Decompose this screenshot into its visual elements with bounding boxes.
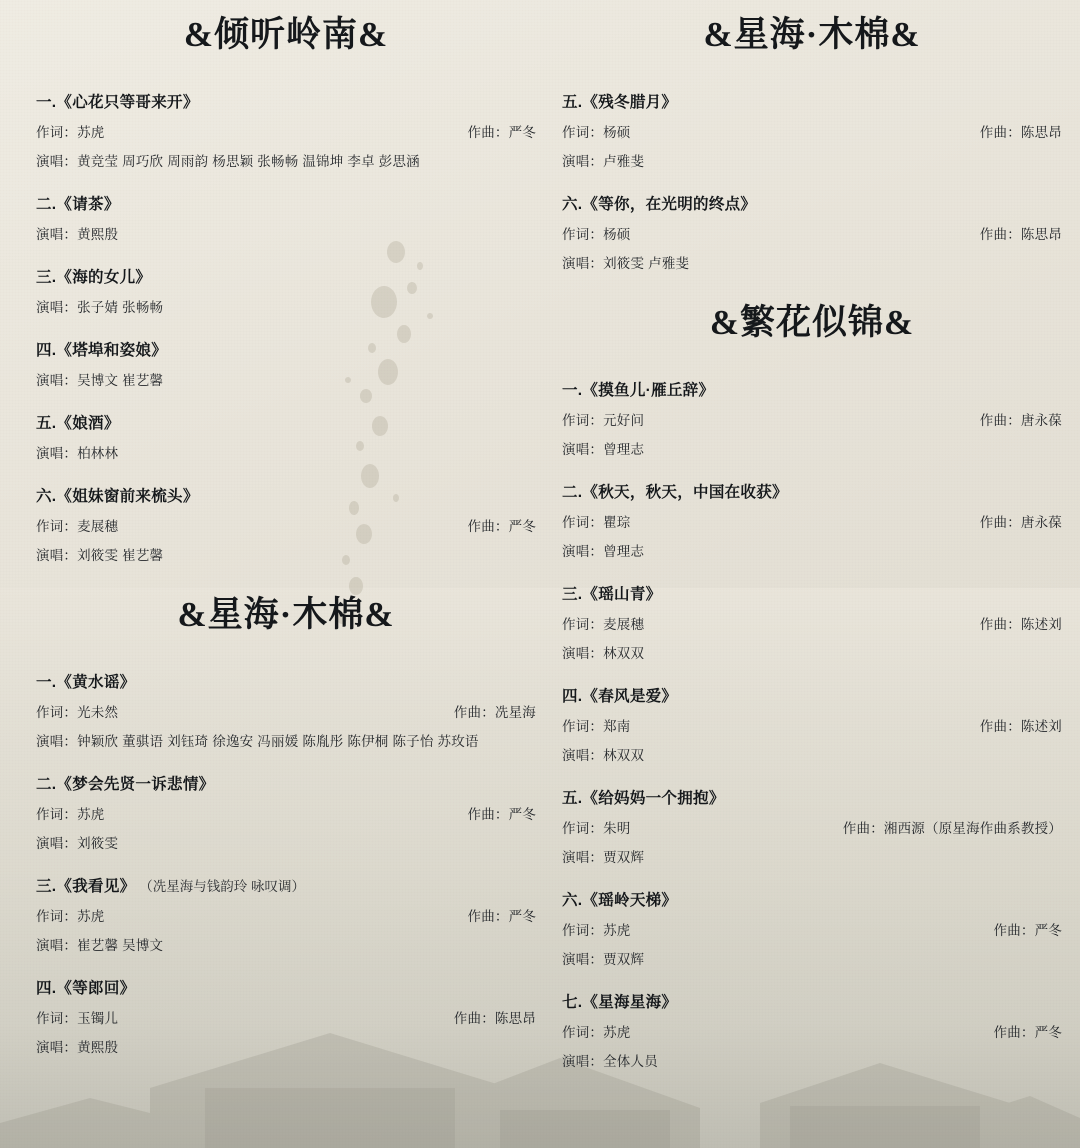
lyricist-credit: 作词：苏虎 <box>562 923 631 938</box>
composer-credit: 作曲：严冬 <box>467 125 536 140</box>
song-entry <box>36 484 536 564</box>
song-credits-row <box>36 1007 536 1027</box>
song-index: 四. <box>36 980 57 997</box>
lyricist-credit: 作词：苏虎 <box>36 909 105 924</box>
performer-credit: 演唱：曾理志 <box>562 442 645 457</box>
performer-credit: 演唱：柏林林 <box>36 446 119 461</box>
lyricist-credit: 作词：杨硕 <box>562 125 631 140</box>
song-entry <box>562 480 1062 560</box>
song-title <box>36 90 536 112</box>
song-credits-row <box>562 715 1062 735</box>
song-credits-row <box>562 919 1062 939</box>
song-credits-row <box>562 817 1062 837</box>
composer-credit: 作曲：湘西源（原星海作曲系教授） <box>842 821 1062 836</box>
song-title <box>562 582 1062 604</box>
song-title <box>562 480 1062 502</box>
lyricist-credit: 作词：瞿琮 <box>562 515 631 530</box>
lyricist-credit: 作词：光未然 <box>36 705 119 720</box>
performer-credit: 演唱：曾理志 <box>562 544 645 559</box>
performer-credit: 演唱：钟颖欣 董骐语 刘钰琦 徐逸安 冯丽媛 陈胤彤 陈伊桐 陈子怡 苏玫语 <box>36 734 479 749</box>
song-index: 六. <box>36 488 57 505</box>
song-entry <box>36 411 536 462</box>
song-credits-row <box>36 803 536 823</box>
composer-credit: 作曲：陈思昂 <box>979 227 1062 242</box>
composer-credit: 作曲：严冬 <box>467 807 536 822</box>
lyricist-credit: 作词：苏虎 <box>36 125 105 140</box>
song-name: 《梦会先贤一诉悲情》 <box>56 776 215 793</box>
performer-credit: 演唱：贾双辉 <box>562 850 645 865</box>
song-credits-row <box>562 613 1062 633</box>
song-title <box>36 411 536 433</box>
performer-credit: 演唱：刘筱雯 <box>36 836 119 851</box>
performer-credit: 演唱：全体人员 <box>562 1054 658 1069</box>
song-subtitle: （冼星海与钱韵玲 咏叹调） <box>135 879 305 894</box>
song-credits-row <box>36 701 536 721</box>
song-entry <box>562 888 1062 968</box>
song-name: 《海的女儿》 <box>56 269 152 286</box>
composer-credit: 作曲：严冬 <box>467 909 536 924</box>
performer-credit: 演唱：卢雅斐 <box>562 154 645 169</box>
composer-credit: 作曲：严冬 <box>467 519 536 534</box>
song-entry <box>562 684 1062 764</box>
performer-credit: 演唱：刘筱雯 卢雅斐 <box>562 256 690 271</box>
song-name: 《等郎回》 <box>56 980 136 997</box>
song-title <box>562 888 1062 910</box>
composer-credit: 作曲：唐永葆 <box>979 515 1062 530</box>
song-name: 《我看见》 <box>56 878 136 895</box>
song-index: 五. <box>36 415 57 432</box>
section-title: &星海·木棉& <box>703 15 921 54</box>
composer-credit: 作曲：唐永葆 <box>979 413 1062 428</box>
composer-credit: 作曲：陈思昂 <box>453 1011 536 1026</box>
performer-credit: 演唱：贾双辉 <box>562 952 645 967</box>
lyricist-credit: 作词：玉镯儿 <box>36 1011 119 1026</box>
song-name: 《娘酒》 <box>56 415 120 432</box>
song-index: 一. <box>36 94 57 111</box>
performer-credit: 演唱：林双双 <box>562 646 645 661</box>
song-name: 《塔埠和姿娘》 <box>56 342 168 359</box>
song-index: 七. <box>562 994 583 1011</box>
song-index: 六. <box>562 196 583 213</box>
song-entry <box>562 378 1062 458</box>
performer-credit: 演唱：黄熙殷 <box>36 227 119 242</box>
song-name: 《黄水谣》 <box>56 674 136 691</box>
song-title <box>36 192 536 214</box>
song-credits-row <box>562 409 1062 429</box>
song-index: 三. <box>562 586 583 603</box>
song-name: 《秋天，秋天，中国在收获》 <box>582 484 788 501</box>
song-index: 一. <box>36 674 57 691</box>
section-title: &繁花似锦& <box>709 303 915 342</box>
song-credits-row <box>36 121 536 141</box>
composer-credit: 作曲：陈思昂 <box>979 125 1062 140</box>
song-title <box>36 670 536 692</box>
song-credits-row <box>562 121 1062 141</box>
song-index: 四. <box>562 688 583 705</box>
song-name: 《请茶》 <box>56 196 120 213</box>
song-title <box>562 786 1062 808</box>
song-entry <box>36 338 536 389</box>
song-entry <box>36 772 536 852</box>
section-title: &星海·木棉& <box>177 595 395 634</box>
song-name: 《摸鱼儿·雁丘辞》 <box>582 382 715 399</box>
lyricist-credit: 作词：朱明 <box>562 821 631 836</box>
song-credits-row <box>562 1021 1062 1041</box>
performer-credit: 演唱：吴博文 崔艺馨 <box>36 373 164 388</box>
song-entry <box>36 874 536 954</box>
lyricist-credit: 作词：郑南 <box>562 719 631 734</box>
song-name: 《星海星海》 <box>582 994 678 1011</box>
song-name: 《等你，在光明的终点》 <box>582 196 757 213</box>
composer-credit: 作曲：冼星海 <box>453 705 536 720</box>
song-name: 《给妈妈一个拥抱》 <box>582 790 725 807</box>
lyricist-credit: 作词：苏虎 <box>562 1025 631 1040</box>
song-title <box>562 990 1062 1012</box>
song-name: 《姐妹窗前来梳头》 <box>56 488 199 505</box>
song-name: 《心花只等哥来开》 <box>56 94 199 111</box>
performer-credit: 演唱：崔艺馨 吴博文 <box>36 938 164 953</box>
song-title <box>562 90 1062 112</box>
song-title <box>36 976 536 998</box>
song-index: 六. <box>562 892 583 909</box>
song-index: 五. <box>562 94 583 111</box>
lyricist-credit: 作词：杨硕 <box>562 227 631 242</box>
song-entry <box>562 990 1062 1070</box>
program-column-right <box>562 0 1062 1092</box>
performer-credit: 演唱：刘筱雯 崔艺馨 <box>36 548 164 563</box>
song-name: 《瑶山青》 <box>582 586 662 603</box>
lyricist-credit: 作词：麦展穗 <box>36 519 119 534</box>
song-entry <box>36 192 536 243</box>
lyricist-credit: 作词：元好问 <box>562 413 645 428</box>
song-credits-row <box>36 515 536 535</box>
program-column-left <box>36 0 536 1078</box>
song-index: 三. <box>36 269 57 286</box>
song-index: 一. <box>562 382 583 399</box>
performer-credit: 演唱：林双双 <box>562 748 645 763</box>
song-name: 《残冬腊月》 <box>582 94 678 111</box>
composer-credit: 作曲：严冬 <box>993 923 1062 938</box>
song-name: 《春风是爱》 <box>582 688 678 705</box>
song-index: 四. <box>36 342 57 359</box>
song-title <box>562 684 1062 706</box>
song-title <box>36 484 536 506</box>
composer-credit: 作曲：陈述刘 <box>979 617 1062 632</box>
song-index: 二. <box>36 776 57 793</box>
song-title <box>562 378 1062 400</box>
song-entry <box>36 90 536 170</box>
song-name: 《瑶岭天梯》 <box>582 892 678 909</box>
song-title <box>36 338 536 360</box>
song-entry <box>562 90 1062 170</box>
song-entry <box>36 265 536 316</box>
composer-credit: 作曲：陈述刘 <box>979 719 1062 734</box>
song-credits-row <box>562 511 1062 531</box>
song-index: 二. <box>562 484 583 501</box>
song-index: 二. <box>36 196 57 213</box>
composer-credit: 作曲：严冬 <box>993 1025 1062 1040</box>
performer-credit: 演唱：黄竞莹 周巧欣 周雨韵 杨思颖 张畅畅 温锦坤 李卓 彭思涵 <box>36 154 420 169</box>
section-title: &倾听岭南& <box>183 15 389 54</box>
performer-credit: 演唱：黄熙殷 <box>36 1040 119 1055</box>
song-title <box>36 265 536 287</box>
performer-credit: 演唱：张子婧 张畅畅 <box>36 300 164 315</box>
lyricist-credit: 作词：苏虎 <box>36 807 105 822</box>
song-credits-row <box>562 223 1062 243</box>
song-entry <box>562 192 1062 272</box>
song-index: 三. <box>36 878 57 895</box>
song-title <box>36 874 536 896</box>
song-title <box>562 192 1062 214</box>
song-credits-row <box>36 905 536 925</box>
song-entry <box>36 976 536 1056</box>
lyricist-credit: 作词：麦展穗 <box>562 617 645 632</box>
song-index: 五. <box>562 790 583 807</box>
song-entry <box>36 670 536 750</box>
song-entry <box>562 786 1062 866</box>
song-title <box>36 772 536 794</box>
song-entry <box>562 582 1062 662</box>
